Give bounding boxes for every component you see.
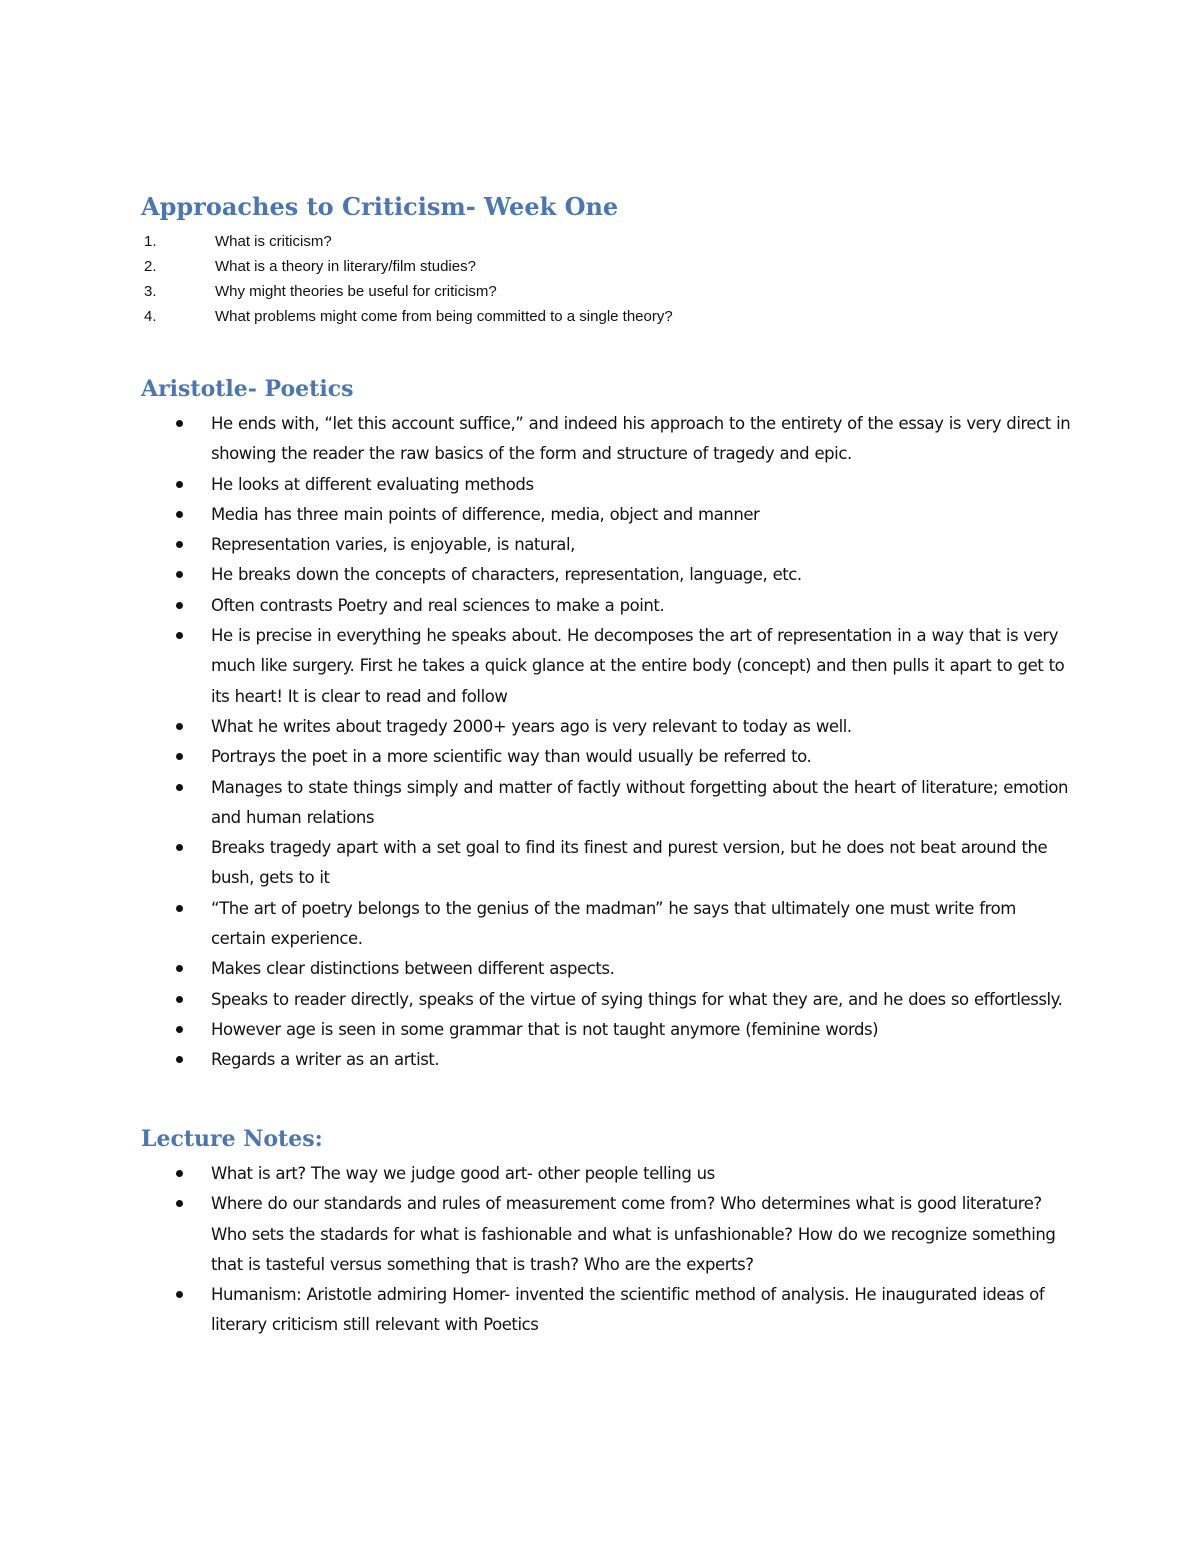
item-text: Where do our standards and rules of measurement come from? Who determines what is good literature? Who sets the stadards for what is fashionable and what is unfashionable? How do we recognize something that is tasteful versus something that is trash? Who are the experts? (211, 1194, 1056, 1274)
bullet-icon (176, 481, 183, 488)
bullet-icon (176, 1026, 183, 1033)
list-item (0, 409, 1071, 470)
list-item (0, 894, 1071, 955)
section-heading-lecture-notes: Lecture Notes: (141, 1126, 323, 1152)
item-text: “The art of poetry belongs to the genius of the madman” he says that ultimately one must write from certain experience. (211, 898, 1016, 949)
item-text: Portrays the poet in a more scientific way than would usually be referred to. (211, 747, 812, 767)
item-text: Humanism: Aristotle admiring Homer- invented the scientific method of analysis. He inaugurated ideas of literary criticism still relevant with Poetics (211, 1285, 1045, 1335)
list-item (0, 773, 1071, 834)
list-item (141, 254, 1041, 279)
list-item (0, 1159, 1071, 1189)
question-text: What is criticism? (215, 233, 332, 250)
item-text: What he writes about tragedy 2000+ years ago is very relevant to today as well. (211, 716, 852, 736)
bullet-icon (176, 511, 183, 518)
item-text: He looks at different evaluating methods (211, 474, 534, 494)
bullet-icon (176, 753, 183, 760)
question-text: What is a theory in literary/film studies? (215, 258, 476, 275)
bullet-icon (176, 632, 183, 639)
item-text: He ends with, “let this account suffice,” and indeed his approach to the entirety of the essay is very direct in showing the reader the raw basics of the form and structure of tragedy and epic. (211, 414, 1071, 464)
list-item (0, 742, 1071, 772)
list-item (141, 304, 1041, 329)
bullet-icon (176, 571, 183, 578)
section-heading-aristotle: Aristotle- Poetics (141, 376, 354, 402)
item-text: Manages to state things simply and matter of factly without forgetting about the heart of literature; emotion and human relations (211, 777, 1069, 827)
bullet-icon (176, 784, 183, 791)
question-text: What problems might come from being committed to a single theory? (215, 308, 673, 325)
list-number: 3. (144, 283, 157, 300)
item-text: He is precise in everything he speaks about. He decomposes the art of representation in a way that is very much like surgery. First he takes a quick glance at the entire body (concept) and then pulls it apart to get to its heart! It is clear to read and follow (211, 626, 1065, 706)
bullet-icon (176, 1291, 183, 1298)
list-item (0, 591, 1071, 621)
item-text: Regards a writer as an artist. (211, 1050, 440, 1070)
page-title: Approaches to Criticism- Week One (141, 192, 619, 221)
list-item (0, 1280, 1071, 1341)
bullet-icon (176, 1170, 183, 1177)
list-item (0, 470, 1071, 500)
list-item (0, 1015, 1071, 1045)
list-item (141, 279, 1041, 304)
bullet-icon (176, 965, 183, 972)
question-list (141, 229, 1041, 329)
list-item (141, 229, 1041, 254)
item-text: Media has three main points of difference, media, object and manner (211, 504, 760, 524)
lecture-notes-list (0, 1159, 1200, 1341)
question-text: Why might theories be useful for criticism? (215, 283, 497, 300)
bullet-icon (176, 996, 183, 1003)
list-number: 4. (144, 308, 157, 325)
bullet-icon (176, 541, 183, 548)
bullet-icon (176, 844, 183, 851)
bullet-icon (176, 420, 183, 427)
item-text: What is art? The way we judge good art- other people telling us (211, 1164, 715, 1183)
list-number: 2. (144, 258, 157, 275)
item-text: Makes clear distinctions between different aspects. (211, 959, 615, 979)
bullet-icon (176, 602, 183, 609)
list-number: 1. (144, 233, 157, 250)
item-text: Often contrasts Poetry and real sciences to make a point. (211, 595, 665, 615)
item-text: Representation varies, is enjoyable, is natural, (211, 535, 575, 555)
list-item (0, 560, 1071, 590)
list-item (0, 500, 1071, 530)
list-item (0, 985, 1071, 1015)
aristotle-notes-list (0, 409, 1200, 1076)
item-text: He breaks down the concepts of characters, representation, language, etc. (211, 565, 802, 585)
bullet-icon (176, 905, 183, 912)
list-item (0, 1045, 1071, 1075)
list-item (0, 530, 1071, 560)
list-item (0, 833, 1071, 894)
list-item (0, 621, 1071, 712)
bullet-icon (176, 723, 183, 730)
list-item (0, 1189, 1071, 1280)
bullet-icon (176, 1056, 183, 1063)
item-text: However age is seen in some grammar that is not taught anymore (feminine words) (211, 1019, 879, 1039)
item-text: Breaks tragedy apart with a set goal to find its finest and purest version, but he does not beat around the bush, gets to it (211, 838, 1048, 888)
list-item (0, 954, 1071, 984)
item-text: Speaks to reader directly, speaks of the virtue of sying things for what they are, and he does so effortlessly. (211, 989, 1063, 1009)
bullet-icon (176, 1200, 183, 1207)
list-item (0, 712, 1071, 742)
